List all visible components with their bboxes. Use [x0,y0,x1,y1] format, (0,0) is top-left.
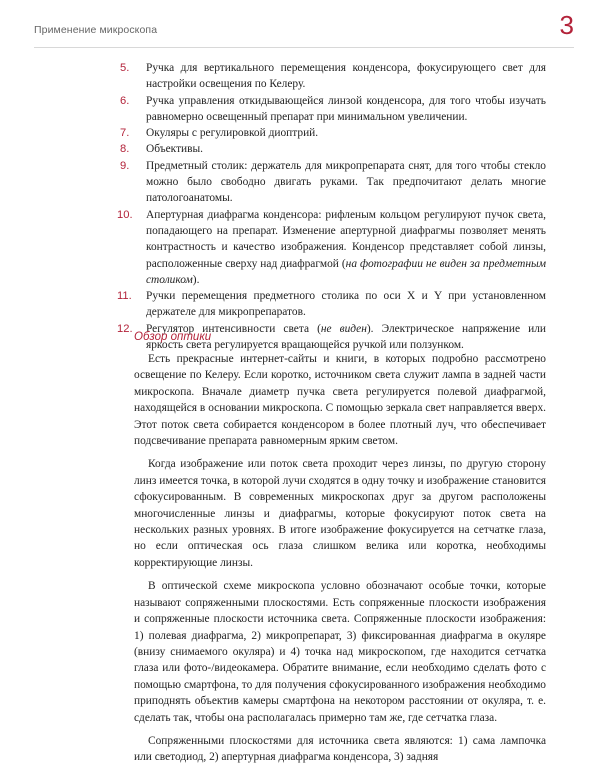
list-item-italic-note: не виден [320,322,367,335]
list-item-text: Ручка управления откидывающейся линзой конденсора, для того чтобы изучать равномерно освещенный препарат при минимальном увеличении. [146,94,546,123]
list-item-text-part: ). Электрическое напряжение или яркость света регулируется вращающейся ручкой или ползунком. [146,322,546,352]
section-title: Применение микроскопа [34,24,158,36]
subsection-title: Обзор оптики [134,331,212,343]
list-item [120,158,546,207]
list-item [120,141,546,157]
list-item-text-part: Апертурная диафрагма конденсора: рифленым кольцом регулируют пучок света, попадающего на препарат. Изменение апертурной диафрагмы позволяет менять контрастность и качество изображения. Конденсор представляет собой линзы, расположенные сверху над диафрагмой ( [146,208,546,270]
list-item-number: 9. [120,159,130,172]
list-item-text-part: ). [192,273,200,286]
list-item-text-part: Регулятор интенсивности света ( [146,322,321,335]
list-item-italic-note: на фотографии не виден за предметным столиком [146,257,546,286]
numbered-list [117,60,546,353]
paragraph: Когда изображение или поток света проходит через линзы, по другую сторону линз имеется точка, в которой лучи сходятся в одну точку и изображение становится сфокусированным. В современных микроскопах друг за другом расположены многочисленные линзы и диафрагмы, которые фокусируют поток света на нескольких разных уровнях. В итоге изображение фокусируется на сетчатке глаза, но если оптическая ось глаза слишком велика или коротка, необходимы корректирующие линзы. [134,458,546,569]
list-item-number: 7. [120,127,130,140]
list-item-text: Объективы. [146,143,204,156]
paragraph: Сопряженными плоскостями для источника света являются: 1) сама лампочка или светодиод, 2) апертурная диафрагма конденсора, 3) задняя [134,734,546,764]
paragraph: В оптической схеме микроскопа условно обозначают особые точки, которые называют сопряженными плоскостями. Есть сопряженные плоскости изображения и сопряженные плоскости источника света. Сопряженные плоскости изображения: 1) полевая диафрагма, 2) микропрепарат, 3) фиксированная диафрагма в окуляре (внизу снимаемого окуляра) и 4) точка над микроскопом, где находится сетчатка глаза или фото-/видеокамера. Обратите внимание, если необходимо сделать фото с помощью смартфона, то для получения сфокусированного изображения необходимо приподнять объектив камеры смартфона на некотором расстоянии от окуляра, т. е. сделать так, чтобы она располагалась примерно там же, где сетчатка глаза. [134,580,546,724]
list-item-text [146,207,546,288]
list-item-text: Предметный столик: держатель для микропрепарата снят, для того чтобы стекло можно было свободно двигать руками. Так предпочитают делать многие патологоанатомы. [146,159,546,205]
list-item [117,288,546,321]
list-item-number: 8. [120,143,130,156]
header-divider [34,47,574,48]
chapter-number: 3 [559,10,574,40]
list-item-text: Ручки перемещения предметного столика по оси X и Y при установленном держателе для микропрепаратов. [146,290,546,319]
list-item-number: 12. [117,322,133,335]
list-item [120,60,546,93]
list-item-text: Ручка для вертикального перемещения конденсора, фокусирующего свет для настройки освещения по Келеру. [146,62,546,91]
list-item [117,207,546,288]
list-item [120,125,546,141]
body-text [134,351,546,766]
list-item-text: Окуляры с регулировкой диоптрий. [146,127,319,140]
list-item [120,93,546,126]
list-item-number: 11. [117,290,132,303]
running-header [34,10,574,48]
list-item-number: 10. [117,208,133,221]
list-item-number: 6. [120,94,130,107]
paragraph: Есть прекрасные интернет-сайты и книги, в которых подробно рассмотрено освещение по Келеру. Если коротко, источником света служит лампа в задней части микроскопа. Вначале диаметр пучка света регулируется полевой диафрагмой, находящейся в основании микроскопа. С помощью зеркала свет направляется вверх. Этот поток света собирается конденсором в более плотный луч, что обеспечивает подсвечивание препарата равномерным ярким светом. [134,353,546,448]
list-item-number: 5. [120,62,130,74]
